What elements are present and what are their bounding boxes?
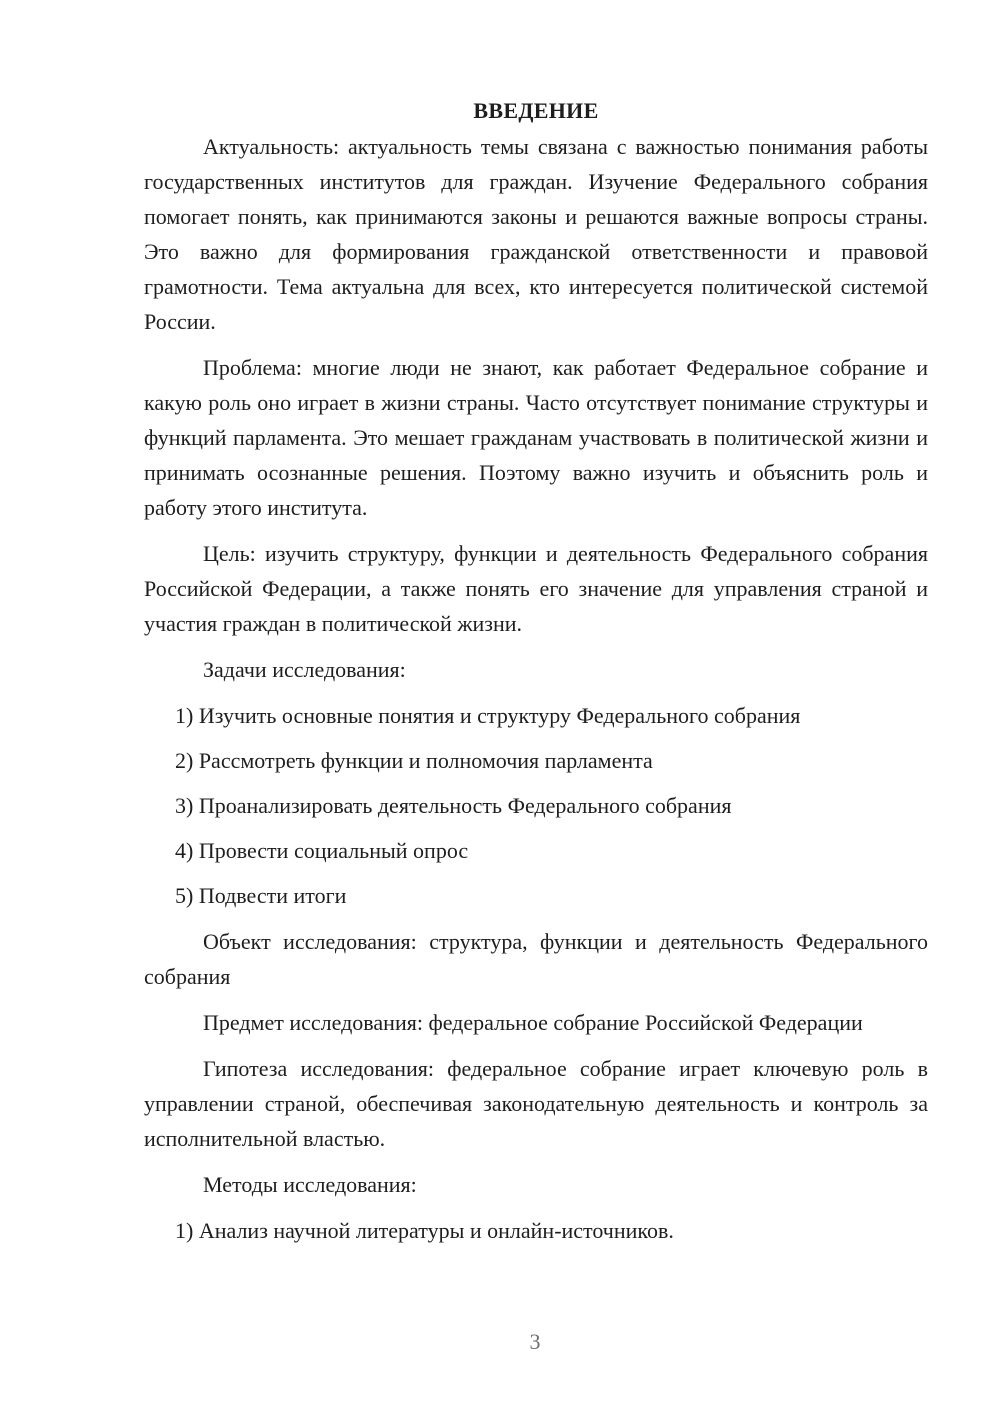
hypothesis-paragraph: Гипотеза исследования: федеральное собрание играет ключевую роль в управлении страной, обеспечивая законодательную деятельность и контроль за исполнительной властью. [144, 1056, 928, 1151]
tasks-list [144, 698, 928, 913]
list-item: 1) Изучить основные понятия и структуру Федерального собрания [175, 703, 801, 728]
subject-paragraph: Предмет исследования: федеральное собрание Российской Федерации [203, 1010, 863, 1035]
page-number: 3 [529, 1329, 541, 1354]
methods-list [144, 1213, 928, 1248]
list-item: 1) Анализ научной литературы и онлайн-источников. [175, 1218, 674, 1243]
object-paragraph: Объект исследования: структура, функции и деятельность Федерального собрания [144, 929, 928, 989]
document-page [144, 96, 928, 1258]
goal-paragraph: Цель: изучить структуру, функции и деятельность Федерального собрания Российской Федерации, а также понять его значение для управления страной и участия граждан в политической жизни. [144, 541, 928, 636]
problem-paragraph: Проблема: многие люди не знают, как работает Федеральное собрание и какую роль оно играет в жизни страны. Часто отсутствует понимание структуры и функций парламента. Это мешает гражданам участвовать в политической жизни и принимать осознанные решения. Поэтому важно изучить и объяснить роль и работу этого института. [144, 355, 928, 520]
list-item: 4) Провести социальный опрос [175, 838, 469, 863]
section-title: ВВЕДЕНИЕ [473, 98, 599, 123]
tasks-heading: Задачи исследования: [203, 657, 406, 682]
relevance-paragraph: Актуальность: актуальность темы связана с важностью понимания работы государственных институтов для граждан. Изучение Федерального собрания помогает понять, как принимаются законы и решаются важные вопросы страны. Это важно для формирования гражданской ответственности и правовой грамотности. Тема актуальна для всех, кто интересуется политической системой России. [144, 134, 928, 334]
list-item: 3) Проанализировать деятельность Федерального собрания [175, 793, 732, 818]
list-item: 5) Подвести итоги [175, 883, 347, 908]
methods-heading: Методы исследования: [203, 1172, 417, 1197]
list-item: 2) Рассмотреть функции и полномочия парламента [175, 748, 653, 773]
